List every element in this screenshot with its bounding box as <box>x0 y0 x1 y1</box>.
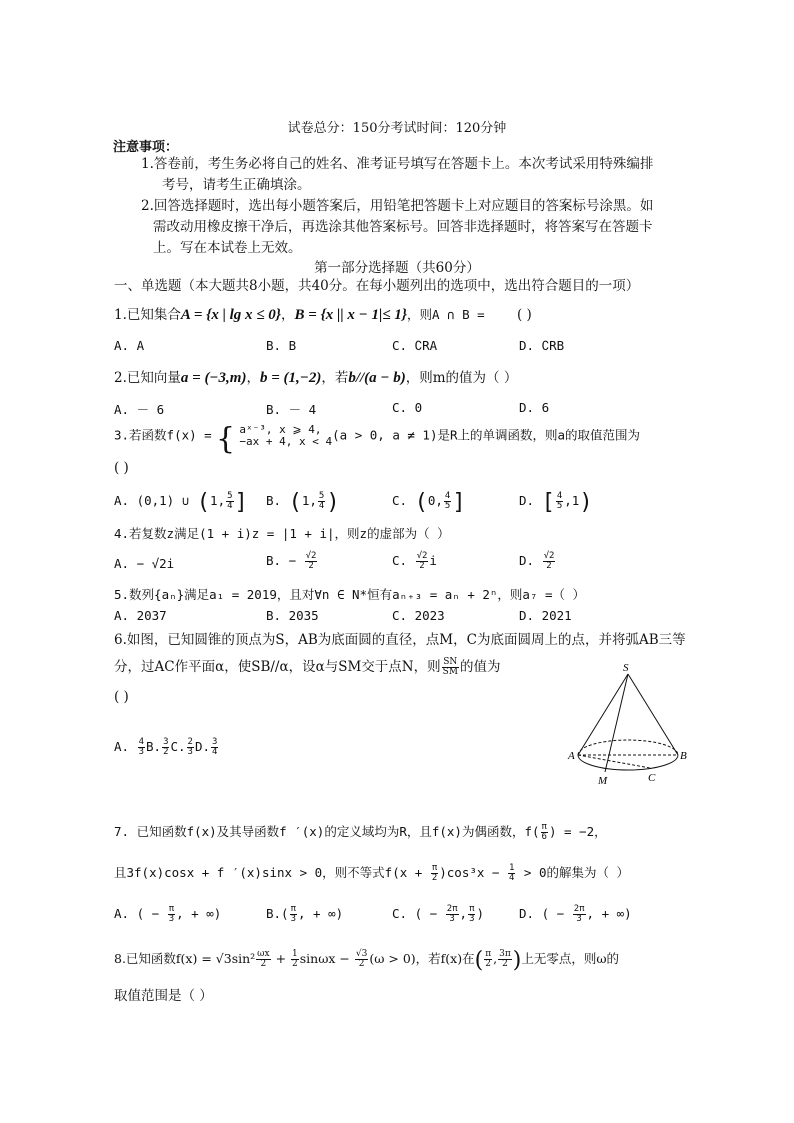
q8-den-4: 2 <box>485 959 492 969</box>
q7-l1-text: 7. 已知函数f(x)及其导函数f ′(x)的定义域均为R，且f(x)为偶函数，f( <box>114 824 540 839</box>
q3-c-open: 0, <box>427 493 443 508</box>
q7-c-frac2 <box>468 905 475 924</box>
q6-opt-a <box>138 738 145 757</box>
question-2 <box>114 366 517 387</box>
q3-a-rbracket: ] <box>234 490 248 515</box>
q7-d-tail: , + ∞) <box>586 906 632 921</box>
q3-b-open: 1, <box>301 493 317 508</box>
q7-c-den1: 3 <box>449 914 455 924</box>
q1-set-a: A = {x | lg x ≤ 0} <box>180 307 282 323</box>
q8-l1-f: 上无零点，则ω的 <box>521 951 620 966</box>
q7-l1-tail: ) = −2， <box>548 824 607 839</box>
q7-l2-tail: > 0的解集为（ ） <box>516 865 630 880</box>
q6-options: A. $\frac{4}{3}$ B. $\frac{3}{2}$ C. $\frac{2}{3}$ D. $\frac{3}{4}$ <box>114 737 218 757</box>
q5-option-a: A. 2037 <box>114 608 167 623</box>
q6-a-den: 3 <box>138 747 144 757</box>
q7-b-num: π <box>290 904 296 914</box>
q3-b-frac <box>318 492 325 511</box>
q7-b-den: 3 <box>290 914 296 924</box>
question-5: 5.数列{aₙ}满足a₁ = 2019，且对∀n ∈ N*恒有aₙ₊₃ = aₙ + 2ⁿ，则a₇ =（ ） <box>114 587 586 602</box>
q7-l1-num: π <box>541 822 547 832</box>
label-c: C <box>648 772 656 784</box>
q7-l2-num: π <box>431 863 438 873</box>
q6-a-num: 4 <box>138 737 144 747</box>
q7-line-1 <box>114 822 607 842</box>
q7-d-pre: D. ( − <box>519 906 572 921</box>
q8-frac-2 <box>291 950 299 969</box>
q8-den-3: 2 <box>358 959 365 969</box>
q3-c-lparen: ( <box>414 490 428 515</box>
q8-num-1: ωx <box>257 949 270 959</box>
notice-2-line-2: 需改动用橡皮擦干净后，再选涂其他答案标号。回答非选择题时，将答案写在答题卡 <box>153 219 653 235</box>
q7-c-den2: 3 <box>469 914 475 924</box>
q2-option-c: C. 0 <box>392 400 423 415</box>
q3-piecewise <box>239 424 332 448</box>
q7-c-tail: ) <box>476 906 485 921</box>
q7-d-num: 2π <box>573 904 585 914</box>
q1-sep: ， <box>281 307 295 323</box>
q8-line-1: 8.已知函数f(x) = √3sin² $\frac{\omega x}{2}$ + $\frac{1}{2}$ sinωx − $\frac{√3}{2}$ (ω > 0)，若f(x)在( $\frac{\pi}{2}$ , $\frac{3\pi}{2}$ )上无零点，则ω的 <box>114 948 620 973</box>
notice-item-2 <box>141 196 653 259</box>
q8-frac-3 <box>355 950 368 969</box>
q7-l1-den: 6 <box>541 832 547 842</box>
q4-c-den: 2 <box>419 561 425 571</box>
q7-a-pre: A. ( − <box>114 906 167 921</box>
q4-option-b <box>266 552 318 571</box>
q3-a-open: 1, <box>210 493 226 508</box>
notice-1-line-1: 1.答卷前，考生务必将自己的姓名、准考证号填写在答题卡上。本次考试采用特殊编排 <box>141 156 654 172</box>
q4-c-post: i <box>429 553 437 568</box>
q2-tail: ，则m的值为（ ） <box>405 370 518 386</box>
q3-case-1: aˣ⁻³, x ⩾ 4, <box>239 423 322 436</box>
q6-opt-pre: A. <box>114 739 137 754</box>
cone-chord-ac <box>578 755 650 768</box>
q3-c-pre: C. <box>392 493 415 508</box>
q5-option-d: D. 2021 <box>519 608 572 623</box>
q3-d-lbracket: [ <box>541 490 555 515</box>
q7-l2-text: 且3f(x)cosx + f ′(x)sinx > 0，则不等式f(x + <box>114 865 430 880</box>
q5-option-b: B. 2035 <box>266 608 319 623</box>
q1-option-c-value: ∁RA <box>414 338 438 353</box>
cone-base-back <box>578 740 678 755</box>
q3-d-rparen: ) <box>579 490 593 515</box>
q3-b-rparen: ) <box>326 490 340 515</box>
q7-line-2 <box>114 863 629 883</box>
label-a: A <box>568 750 575 762</box>
q2-vector-b: b = (1,−2) <box>259 370 322 386</box>
q7-c-pre: C. ( − <box>392 906 445 921</box>
q6-ratio-num: SN <box>443 657 458 667</box>
q7-b-tail: , + ∞) <box>298 906 344 921</box>
q7-c-frac1 <box>446 905 459 924</box>
q2-mid: ，若 <box>321 370 349 386</box>
q8-den-1: 2 <box>260 959 267 969</box>
q2-option-b: B. － 4 <box>266 402 317 417</box>
q8-l1-c: sinωx − <box>299 951 354 966</box>
q4-d-frac <box>543 552 556 571</box>
q7-option-b <box>266 905 343 924</box>
q2-option-a: A. － 6 <box>114 402 165 417</box>
q8-line-2: 取值范围是（ ） <box>114 988 213 1004</box>
q4-b-frac <box>305 552 318 571</box>
label-s: S <box>623 662 629 674</box>
cone-edge-sa <box>578 674 628 755</box>
q8-lparen: ( <box>474 948 484 973</box>
q8-l1-e: (ω > 0)，若f(x)在 <box>369 951 475 966</box>
q1-lead: 1.已知集合 <box>114 307 181 323</box>
q3-d-frac <box>556 492 563 511</box>
q3-c-frac <box>444 492 451 511</box>
q4-c-num: √2 <box>416 551 428 561</box>
q7-l2-mid: )cos³x − <box>439 865 507 880</box>
q1-option-c-label: C. <box>392 338 415 353</box>
q3-lead: 3.若函数f(x) = <box>114 427 212 443</box>
q3-b-num: 5 <box>318 491 325 501</box>
q3-c-rbracket: ] <box>452 490 466 515</box>
q7-l1-frac <box>541 823 548 842</box>
q1-option-d-label: D. <box>519 338 542 353</box>
q3-tail: (a > 0, a ≠ 1)是R上的单调函数，则a的取值范围为 <box>332 427 641 443</box>
q8-frac-4 <box>484 950 492 969</box>
q6-b-den: 2 <box>163 747 169 757</box>
cone-edge-sm <box>605 674 628 772</box>
q6-c-den: 3 <box>187 747 193 757</box>
q4-b-pre: B. − <box>266 553 304 568</box>
q7-l2-frac2 <box>508 864 515 883</box>
q1-option-c <box>392 338 437 353</box>
q3-d-den: 5 <box>556 501 563 511</box>
q8-num-3: √3 <box>355 949 368 959</box>
label-b: B <box>680 750 687 762</box>
question-1 <box>114 303 532 324</box>
notice-1-line-2: 考号，请考生正确填涂。 <box>162 177 311 193</box>
q8-num-4: π <box>485 949 492 959</box>
q7-option-a <box>114 905 221 924</box>
q7-option-d <box>519 905 632 924</box>
notice-item-1 <box>141 154 653 196</box>
q3-case-2: −ax + 4, x < 4 <box>239 435 333 448</box>
q3-d-close: ,1 <box>564 493 580 508</box>
q6-l2-text: 分，过AC作平面α，使SB//α，设α与SM交于点N，则 <box>114 659 441 675</box>
question-4: 4.若复数z满足(1 + i)z = |1 + i|，则z的虚部为（ ） <box>114 526 450 541</box>
section-title: 一、单选题（本大题共8小题，共40分。在每小题列出的选项中，选出符合题目的一项） <box>114 278 640 294</box>
q6-d-den: 4 <box>212 747 218 757</box>
q2-option-d: D. 6 <box>519 400 550 415</box>
q7-l2-den2: 4 <box>508 873 515 883</box>
q1-paren: ( ) <box>516 307 532 323</box>
q4-d-pre: D. <box>519 553 542 568</box>
notice-2-line-3: 上。写在本试卷上无效。 <box>153 240 302 256</box>
q4-d-num: √2 <box>543 551 555 561</box>
q6-opt-b <box>162 738 169 757</box>
exam-info: 试卷总分：150分考试时间：120分钟 <box>287 121 507 136</box>
q8-rparen: ) <box>512 948 522 973</box>
q1-option-a: A. A <box>114 338 145 353</box>
q3-b-pre: B. <box>266 493 289 508</box>
q6-line-2 <box>114 655 500 677</box>
q3-option-d <box>519 490 593 515</box>
q3-c-num: 4 <box>444 491 451 501</box>
q2-sep: ， <box>246 370 260 386</box>
q3-paren: ( ) <box>114 460 129 476</box>
q3-b-den: 4 <box>318 501 325 511</box>
q8-den-2: 2 <box>292 959 298 969</box>
q3-a-lparen: ( <box>196 490 211 515</box>
q7-a-frac <box>168 905 175 924</box>
q3-brace: { <box>216 421 236 457</box>
q7-a-num: π <box>168 904 175 914</box>
cone-figure <box>560 660 695 790</box>
q6-l2-tail: 的值为 <box>459 659 501 675</box>
q1-option-b: B. B <box>266 338 297 353</box>
q8-num-2: 1 <box>292 949 298 959</box>
q6-ratio <box>442 658 459 677</box>
q6-line-1: 6.如图，已知圆锥的顶点为S，AB为底面圆的直径，点M，C为底面圆周上的点，并将弧AB三等 <box>114 632 686 648</box>
q3-option-b <box>266 490 340 515</box>
q4-b-num: √2 <box>305 551 317 561</box>
q2-vector-a: a = (−3,m) <box>180 370 247 386</box>
q3-a-num: 5 <box>227 491 233 501</box>
q3-option-a <box>114 490 248 515</box>
q6-b-num: 3 <box>163 737 169 747</box>
q7-c-num1: 2π <box>446 904 458 914</box>
q7-b-frac <box>290 905 297 924</box>
q6-opt-c <box>187 738 194 757</box>
q7-c-num2: π <box>469 904 475 914</box>
q4-c-pre: C. <box>392 553 415 568</box>
q1-tail: ，则A ∩ B = <box>407 307 485 322</box>
q6-paren: ( ) <box>114 689 129 705</box>
q3-a-frac <box>226 492 233 511</box>
q2-condition: b//(a − b) <box>348 370 406 386</box>
q7-l2-den: 2 <box>431 873 438 883</box>
notice-2-line-1: 2.回答选择题时，选出每小题答案后，用铅笔把答题卡上对应题目的答案标号涂黑。如 <box>141 198 654 214</box>
q2-lead: 2.已知向量 <box>114 370 181 386</box>
q8-l1-a: 8.已知函数f(x) = √3sin² <box>114 951 256 966</box>
label-m: M <box>598 775 608 787</box>
q7-c-mid: , <box>459 906 468 921</box>
q6-d-num: 3 <box>212 737 218 747</box>
q3-d-num: 4 <box>556 491 563 501</box>
q4-c-frac <box>416 552 429 571</box>
q4-d-den: 2 <box>546 561 552 571</box>
q7-d-den: 3 <box>576 914 582 924</box>
part-title: 第一部分选择题（共60分） <box>314 260 480 276</box>
q7-l2-num2: 1 <box>508 863 515 873</box>
q7-l2-frac1 <box>431 864 438 883</box>
cone-edge-sb <box>628 674 678 755</box>
q3-d-pre: D. <box>519 493 542 508</box>
q4-b-den: 2 <box>308 561 314 571</box>
q8-num-5: 3π <box>499 949 511 959</box>
question-3 <box>114 421 641 457</box>
q3-option-c <box>392 490 466 515</box>
q7-b-pre: B.( <box>266 906 289 921</box>
q1-option-d-value: ∁RB <box>541 338 565 353</box>
notice-title: 注意事项： <box>113 140 179 155</box>
q7-a-den: 3 <box>168 914 175 924</box>
q8-den-5: 2 <box>502 959 508 969</box>
q3-a-den: 4 <box>227 501 233 511</box>
q3-b-lparen: ( <box>288 490 302 515</box>
q5-option-c: C. 2023 <box>392 608 445 623</box>
q6-c-num: 2 <box>187 737 193 747</box>
q8-l1-b: + <box>271 951 291 966</box>
q3-c-den: 5 <box>444 501 451 511</box>
q8-frac-1 <box>256 950 270 969</box>
q8-frac-5 <box>498 950 512 969</box>
q3-a-pre: A. (0,1) ∪ <box>114 493 197 508</box>
q1-set-b: B = {x || x − 1|≤ 1} <box>294 307 407 323</box>
q7-a-tail: , + ∞) <box>176 906 222 921</box>
q7-option-c <box>392 905 484 924</box>
q7-d-frac <box>573 905 586 924</box>
q6-ratio-den: SM <box>442 667 458 677</box>
q6-opt-d <box>211 738 218 757</box>
q1-option-d <box>519 338 564 353</box>
q4-option-c <box>392 552 437 571</box>
q4-option-a: A. − √2i <box>114 556 175 571</box>
q4-option-d <box>519 552 556 571</box>
